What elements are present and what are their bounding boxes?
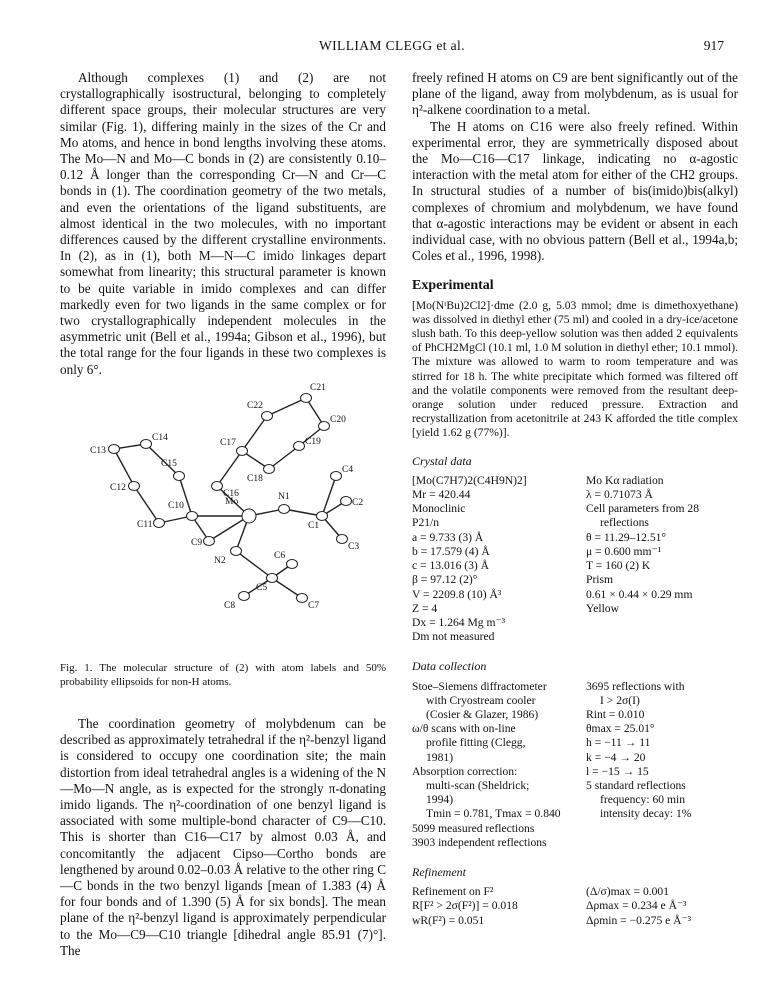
data-collection-left-column <box>412 680 586 850</box>
table-line: frequency: 60 min <box>600 793 685 807</box>
table-line: with Cryostream cooler <box>426 693 536 707</box>
right-column <box>412 70 738 928</box>
atom-ellipsoid <box>297 594 308 603</box>
atom-ellipsoid <box>337 535 348 544</box>
table-line: Monoclinic <box>412 502 466 516</box>
table-line: 1981) <box>426 750 454 764</box>
crystal-data-table <box>412 474 738 644</box>
atom-ellipsoid <box>141 440 152 449</box>
data-collection-heading: Data collection <box>412 659 487 674</box>
table-line: wR(F²) = 0.051 <box>412 913 485 927</box>
molecular-structure-figure <box>84 376 374 638</box>
table-line: β = 97.12 (2)° <box>412 573 478 587</box>
table-line: Z = 4 <box>412 601 438 615</box>
table-line: Mr = 420.44 <box>412 488 471 502</box>
running-header <box>0 38 784 58</box>
atom-label: C12 <box>110 483 126 493</box>
atom-label: C8 <box>224 601 236 611</box>
table-line: θmax = 25.01° <box>586 722 655 736</box>
atom-ellipsoid <box>239 592 250 601</box>
atom-label: C7 <box>308 601 320 611</box>
experimental-text: [Mo(NᵗBu)2Cl2]·dme (2.0 g, 5.03 mmol; dme is dimethoxyethane) was dissolved in diethyl ether (75 ml) and cooled in a dry-ice/acetone slush bath. To this deep-yellow solution was then added 2 equivalents of PhCH2MgCl (10.1 ml, 1.0 M solution in diethyl ether; 10.1 mmol). The mixture was allowed to warm to room temperature and was stirred for 18 h. The white precipitate which formed was filtered off and the volatile components were removed from the resultant deep-orange solution under reduced pressure. Extraction and recrystallization from acetonitrile at 243 K afforded the title complex [yield 1.62 g (77%)]. <box>412 298 738 440</box>
table-line: 3903 independent reflections <box>412 835 547 849</box>
table-line: reflections <box>600 516 649 530</box>
table-line: k = −4 → 20 <box>586 750 646 764</box>
refinement-right-column <box>586 885 738 928</box>
atom-ellipsoid <box>174 472 185 481</box>
bond-line <box>217 451 242 486</box>
table-line: c = 13.016 (3) Å <box>412 559 490 573</box>
paragraph-comparison: Although complexes (1) and (2) are not crystallographically isostructural, belonging to completely different space groups, their molecular structures are very similar (Fig. 1), differing mainly in the sizes of the Cr and Mo atoms, and hence in bond lengths involving these atoms. The Mo—N and Mo—C bonds in (2) are consistently 0.10–0.12 Å longer than the corresponding Cr—N and Cr—C bonds in (1). The coordination geometry of the two metals, and even the orientations of the ligand substituents, are almost identical in the two molecules, with no important differences caused by the different crystalline environments. In (2), as in (1), both M—N—C imido linkages depart somewhat from linearity; this structural parameter is known to be quite variable in imido complexes and can differ markedly even for two ligands in the same complex or for two crystallographically independent molecules in the asymmetric unit (Bell et al., 1994a; Gibson et al., 1996), but the total range for the four ligands in these two complexes is only 6°. <box>60 70 386 377</box>
atom-ellipsoid <box>187 512 198 521</box>
atom-ellipsoid <box>341 497 352 506</box>
table-line: Prism <box>586 573 614 587</box>
atom-label: C15 <box>161 459 177 469</box>
atom-ellipsoid <box>287 560 298 569</box>
table-line: Absorption correction: <box>412 764 518 778</box>
refinement-table <box>412 885 738 928</box>
experimental-heading: Experimental <box>412 278 494 294</box>
atom-ellipsoid <box>331 472 342 481</box>
atom-ellipsoid <box>301 394 312 403</box>
table-line: Dm not measured <box>412 630 495 644</box>
atom-ellipsoid <box>294 442 305 451</box>
table-line: Rint = 0.010 <box>586 707 645 721</box>
left-column-top <box>60 70 386 378</box>
left-column-bottom <box>60 716 386 959</box>
bond-line <box>269 446 299 469</box>
table-line: a = 9.733 (3) Å <box>412 530 484 544</box>
table-line: ω/θ scans with on-line <box>412 722 516 736</box>
atom-ellipsoid <box>319 422 330 431</box>
table-line: Tmin = 0.781, Tmax = 0.840 <box>426 807 561 821</box>
data-collection-table <box>412 680 738 850</box>
atom-label: C16 <box>223 489 239 499</box>
crystal-data-heading: Crystal data <box>412 453 472 468</box>
atom-ellipsoid <box>267 574 278 583</box>
table-line: (Cosier & Glazer, 1986) <box>426 707 539 721</box>
atom-label: C1 <box>308 521 320 531</box>
table-line: 0.61 × 0.44 × 0.29 mm <box>586 587 693 601</box>
table-line: T = 160 (2) K <box>586 559 651 573</box>
crystal-data-right-column <box>586 474 738 644</box>
atom-label: C13 <box>90 446 106 456</box>
figure-caption: Fig. 1. The molecular structure of (2) with atom labels and 50% probability ellipsoids for non-H atoms. <box>60 662 386 688</box>
atom-label: C3 <box>348 542 360 552</box>
table-line: Dx = 1.264 Mg m⁻³ <box>412 615 506 629</box>
atom-label: C18 <box>247 474 263 484</box>
atom-ellipsoid <box>262 412 273 421</box>
table-line: 1994) <box>426 793 454 807</box>
paragraph-coordination: The coordination geometry of molybdenum can be described as approximately tetrahedral if the η²-benzyl ligand is considered to occupy one coordination site; the main distortion from ideal tetrahedral angles is a widening of the N—Mo—N angle, as is expected for the strongly π-donating imido ligands. The η²-coordination of one benzyl ligand is associated with some multiple-bond character of C9—C10. This is shorter than C16—C17 by almost 0.03 Å, and concomitantly the adjacent Cipso—Cortho bonds are lengthened by around 0.02–0.03 Å relative to the other ring C—C bonds in the two benzyl ligands [mean of 1.383 (4) Å for four bonds and of 1.390 (5) Å for six bonds]. The mean plane of the η²-benzyl ligand is approximately perpendicular to the Mo—C9—C10 triangle [dihedral angle 85.91 (7)°]. The <box>60 716 386 958</box>
running-title: WILLIAM CLEGG et al. <box>319 38 465 53</box>
bond-line <box>236 551 272 578</box>
atom-ellipsoid <box>109 445 120 454</box>
bond-line <box>267 398 306 416</box>
table-line: Δρmin = −0.275 e Å⁻³ <box>586 913 692 927</box>
table-line: Mo Kα radiation <box>586 473 664 487</box>
page-number: 917 <box>703 38 724 53</box>
bond-line <box>322 476 336 516</box>
atom-ellipsoid <box>154 519 165 528</box>
atom-label: C2 <box>352 498 364 508</box>
table-line: 3695 reflections with <box>586 679 685 693</box>
atom-ellipsoid <box>317 512 328 521</box>
table-line: μ = 0.600 mm⁻¹ <box>586 544 662 558</box>
atom-label: C21 <box>310 383 326 393</box>
atom-label: C6 <box>274 551 286 561</box>
atom-ellipsoid <box>237 447 248 456</box>
table-line: 5 standard reflections <box>586 778 686 792</box>
atom-ellipsoid <box>204 537 215 546</box>
crystal-data-left-column <box>412 474 586 644</box>
paragraph-h-atoms-c16: The H atoms on C16 were also freely refined. Within experimental error, they are symmetrically disposed about the Mo—C16—C17 linkage, indicating no α-agostic interaction with the metal atom for either of the CH2 groups. In structural studies of a number of bis(imido)bis(alkyl) complexes of chromium and molybdenum, we have found that α-agostic interactions may be evident or absent in each individual case, with no obvious pattern (Bell et al., 1994a,b; Coles et al., 1996, 1998). <box>412 118 738 264</box>
atom-label: N2 <box>214 556 226 566</box>
atom-label: C19 <box>305 437 321 447</box>
atom-label: C22 <box>247 401 263 411</box>
atom-ellipsoid <box>264 465 275 474</box>
table-line: I > 2σ(I) <box>600 693 640 707</box>
atom-label: C14 <box>152 433 168 443</box>
table-line: profile fitting (Clegg, <box>426 736 526 750</box>
bond-line <box>242 416 267 451</box>
atom-label: N1 <box>278 492 290 502</box>
table-line: λ = 0.71073 Å <box>586 488 653 502</box>
atom-label: C4 <box>342 465 354 475</box>
atom-label: C17 <box>220 438 236 448</box>
atom-label: C9 <box>191 538 203 548</box>
table-line: l = −15 → 15 <box>586 764 649 778</box>
table-line: b = 17.579 (4) Å <box>412 544 490 558</box>
table-line: h = −11 → 11 <box>586 736 651 750</box>
table-line: R[F² > 2σ(F²)] = 0.018 <box>412 899 518 913</box>
atom-label: Mo <box>225 497 239 507</box>
table-line: (Δ/σ)max = 0.001 <box>586 885 670 899</box>
table-line: multi-scan (Sheldrick; <box>426 778 530 792</box>
paragraph-h-atoms-c9: freely refined H atoms on C9 are bent significantly out of the plane of the ligand, away from molybdenum, as is usual for η²-alkene coordination to a metal. <box>412 70 738 118</box>
atom-ellipsoid <box>279 505 290 514</box>
table-line: θ = 11.29–12.51° <box>586 530 667 544</box>
atom-label: C10 <box>168 501 184 511</box>
bond-line <box>134 486 159 523</box>
data-collection-right-column <box>586 680 738 850</box>
refinement-heading: Refinement <box>412 864 466 879</box>
table-line: V = 2209.8 (10) Å³ <box>412 587 502 601</box>
table-line: P21/n <box>412 516 440 530</box>
table-line: Cell parameters from 28 <box>586 502 699 516</box>
table-line: Yellow <box>586 601 619 615</box>
atom-ellipsoid <box>212 482 223 491</box>
table-line: [Mo(C7H7)2(C4H9N)2] <box>412 473 527 487</box>
refinement-left-column <box>412 885 586 928</box>
table-line: Δρmax = 0.234 e Å⁻³ <box>586 899 687 913</box>
table-line: intensity decay: 1% <box>600 807 692 821</box>
atom-ellipsoid <box>129 482 140 491</box>
atom-ellipsoid <box>242 509 256 523</box>
table-line: Stoe–Siemens diffractometer <box>412 679 547 693</box>
table-line: Refinement on F² <box>412 885 494 899</box>
table-line: 5099 measured reflections <box>412 821 535 835</box>
bond-line <box>114 449 134 486</box>
atom-label: C5 <box>256 583 268 593</box>
atom-label: C11 <box>137 520 153 530</box>
atom-ellipsoid <box>231 547 242 556</box>
atom-label: C20 <box>330 415 346 425</box>
